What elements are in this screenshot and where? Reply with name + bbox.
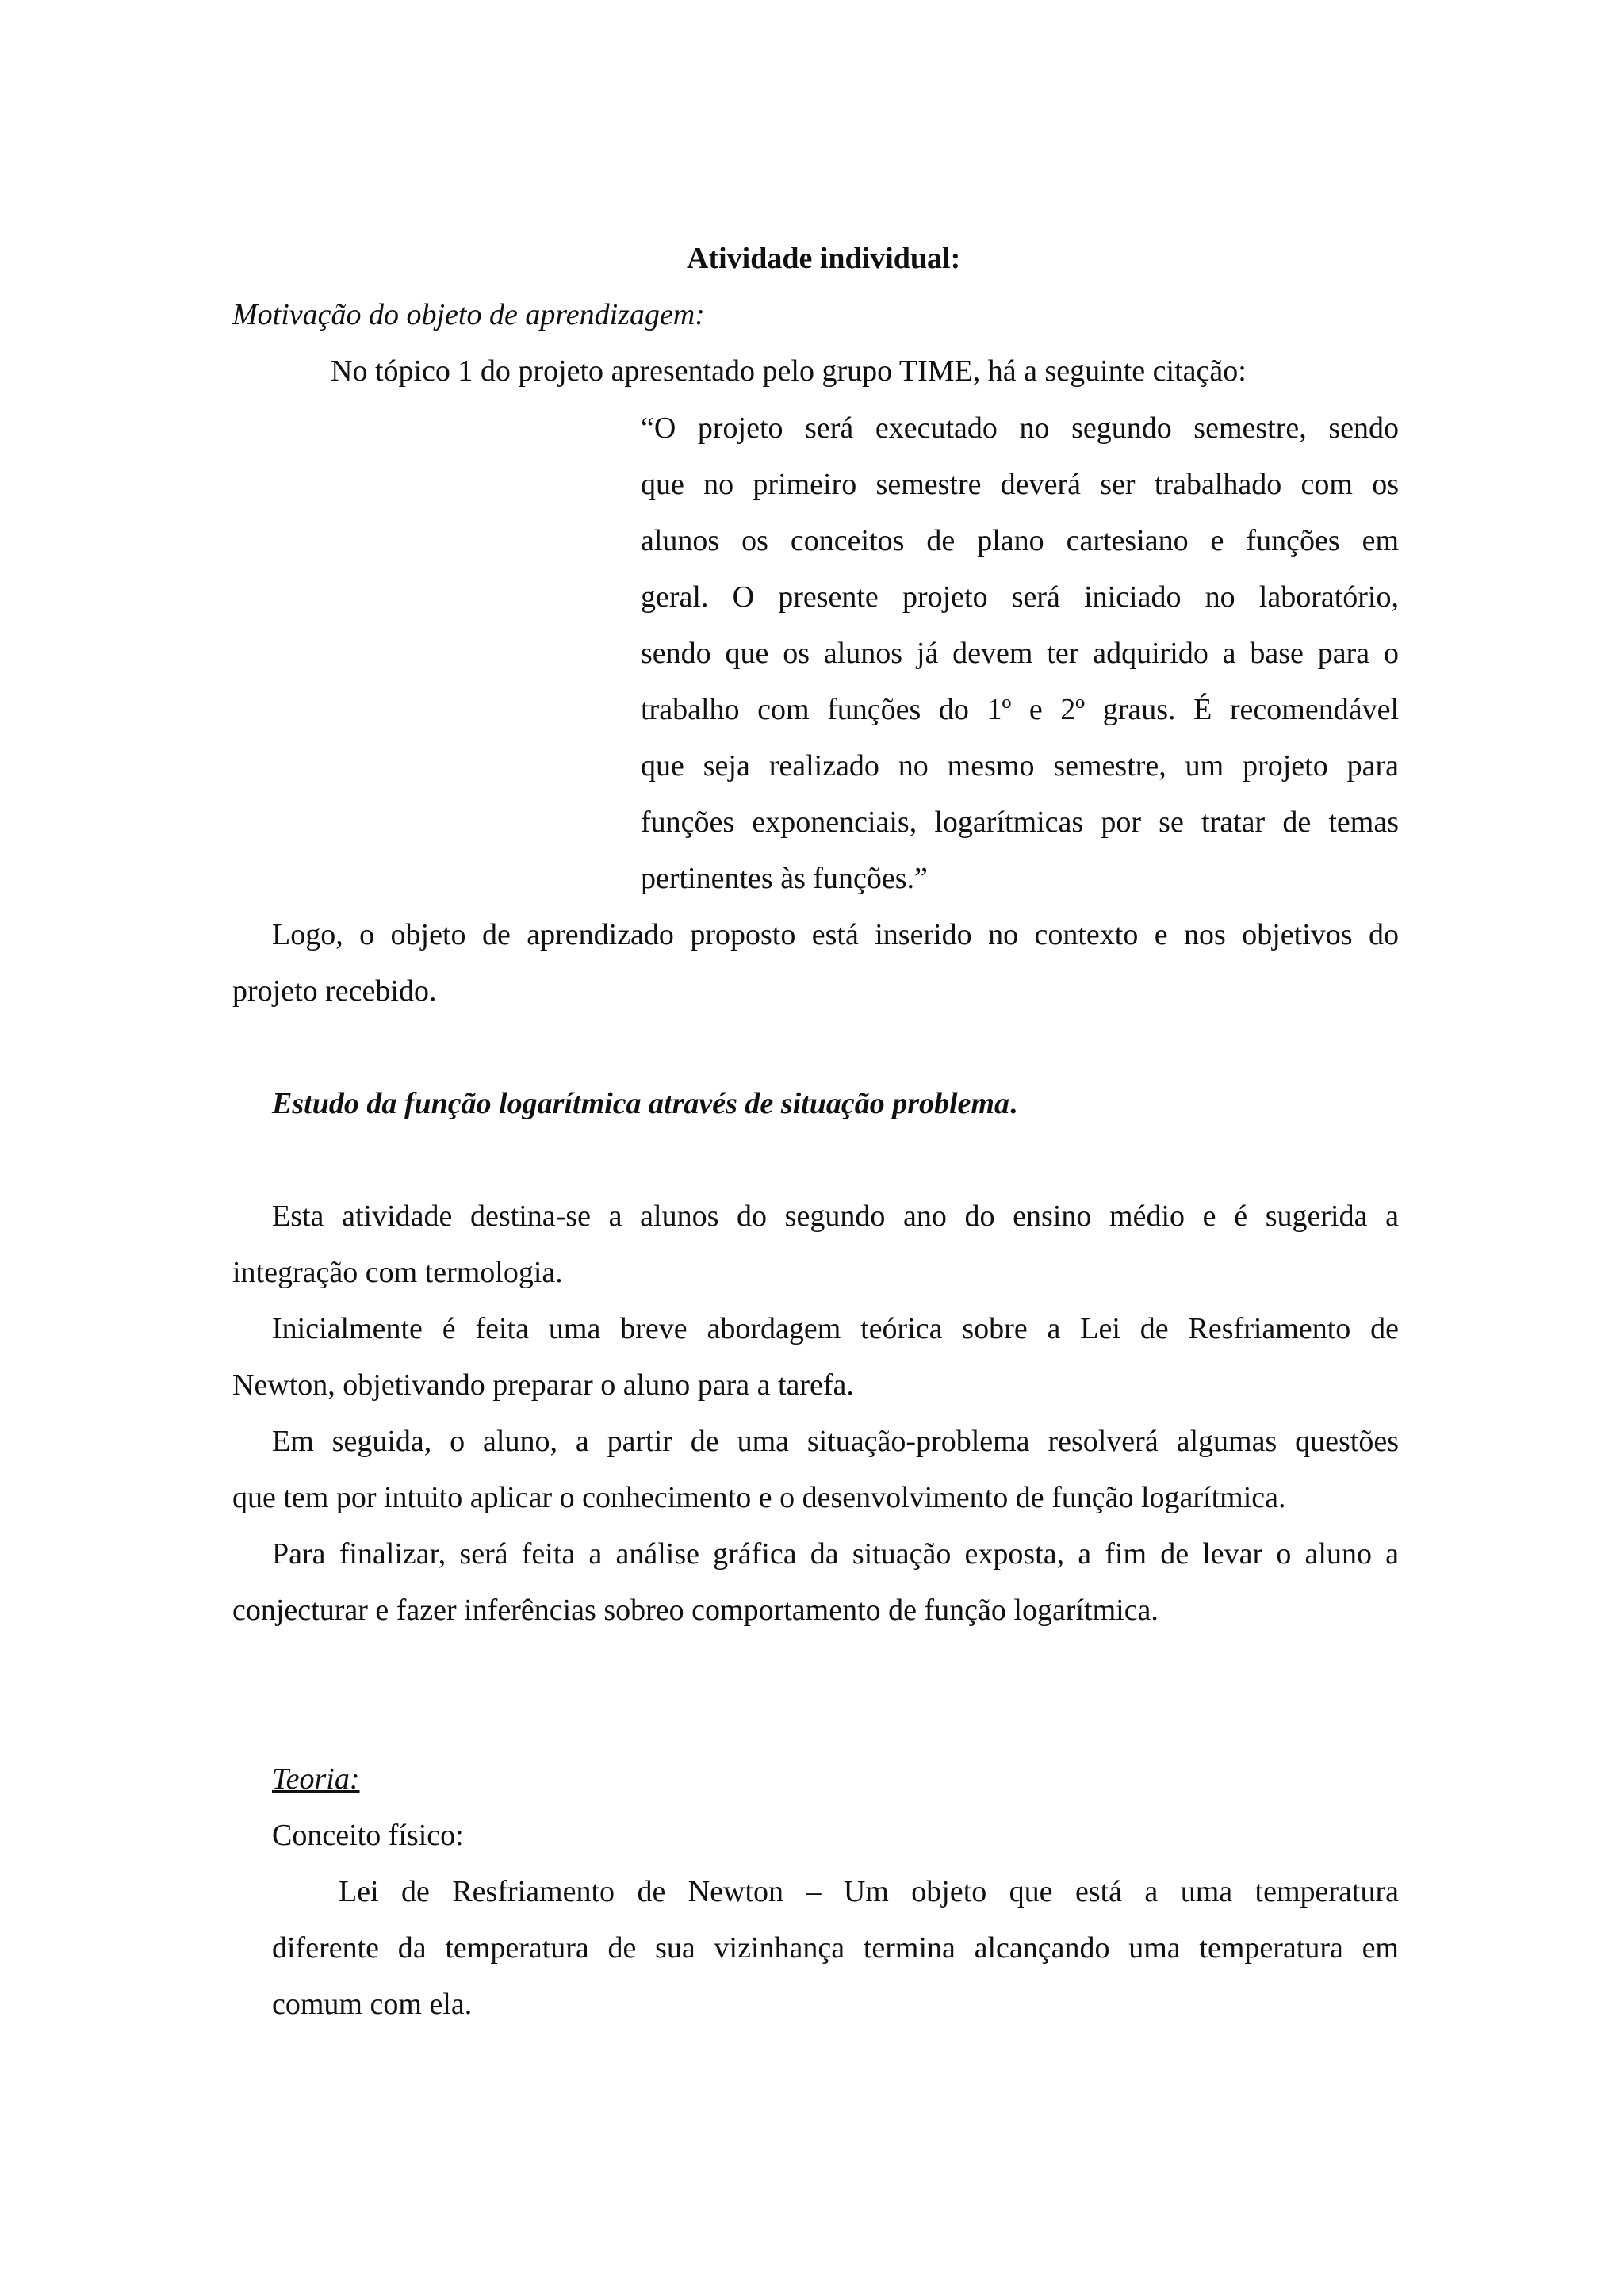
study-heading xyxy=(272,1089,1017,1119)
study-heading-text: Estudo da função logarítmica através de situação problema xyxy=(272,1087,1009,1120)
physical-concept-label: Conceito físico: xyxy=(272,1819,464,1852)
paragraph-line: conjecturar e fazer inferências sobreo comportamento de função logarítmica. xyxy=(232,1594,1159,1627)
quote-line: trabalho com funções do 1º e 2º graus. É recomendável xyxy=(641,693,1399,726)
quote-line: sendo que os alunos já devem ter adquirido a base para o xyxy=(641,637,1399,670)
paragraph-line: Newton, objetivando preparar o aluno para a tarefa. xyxy=(232,1368,854,1402)
quote-line: geral. O presente projeto será iniciado no laboratório, xyxy=(641,580,1399,614)
quote-line: que seja realizado no mesmo semestre, um projeto para xyxy=(641,749,1399,783)
paragraph-line: integração com termologia. xyxy=(232,1256,563,1289)
quote-line: pertinentes às funções.” xyxy=(641,862,928,895)
page-title: Atividade individual: xyxy=(687,242,961,275)
paragraph-line: Esta atividade destina-se a alunos do segundo ano do ensino médio e é sugerida a xyxy=(272,1200,1399,1233)
paragraph-line: Inicialmente é feita uma breve abordagem teórica sobre a Lei de Resfriamento de xyxy=(272,1312,1399,1345)
conclusion-line: Logo, o objeto de aprendizado proposto está inserido no contexto e nos objetivos do xyxy=(272,918,1399,951)
conclusion-line: projeto recebido. xyxy=(232,974,437,1008)
quote-line: que no primeiro semestre deverá ser trabalhado com os xyxy=(641,468,1399,501)
newton-law-line: diferente da temperatura de sua vizinhança termina alcançando uma temperatura em xyxy=(272,1931,1399,1965)
quote-line: “O projeto será executado no segundo semestre, sendo xyxy=(641,411,1399,445)
paragraph-line: que tem por intuito aplicar o conhecimento e o desenvolvimento de função logarítmica. xyxy=(232,1481,1286,1514)
study-heading-dot: . xyxy=(1009,1087,1017,1120)
newton-law-line: comum com ela. xyxy=(272,1988,473,2021)
quote-line: funções exponenciais, logarítmicas por se tratar de temas xyxy=(641,806,1399,839)
theory-heading: Teoria: xyxy=(272,1762,360,1796)
paragraph-line: Para finalizar, será feita a análise gráfica da situação exposta, a fim de levar o aluno a xyxy=(272,1537,1399,1571)
newton-law-line: Lei de Resfriamento de Newton – Um objeto que está a uma temperatura xyxy=(339,1875,1399,1908)
motivation-heading: Motivação do objeto de aprendizagem: xyxy=(232,298,705,331)
quote-line: alunos os conceitos de plano cartesiano e funções em xyxy=(641,524,1399,557)
paragraph-line: Em seguida, o aluno, a partir de uma situação-problema resolverá algumas questões xyxy=(272,1425,1399,1458)
topic-intro: No tópico 1 do projeto apresentado pelo grupo TIME, há a seguinte citação: xyxy=(331,354,1247,388)
